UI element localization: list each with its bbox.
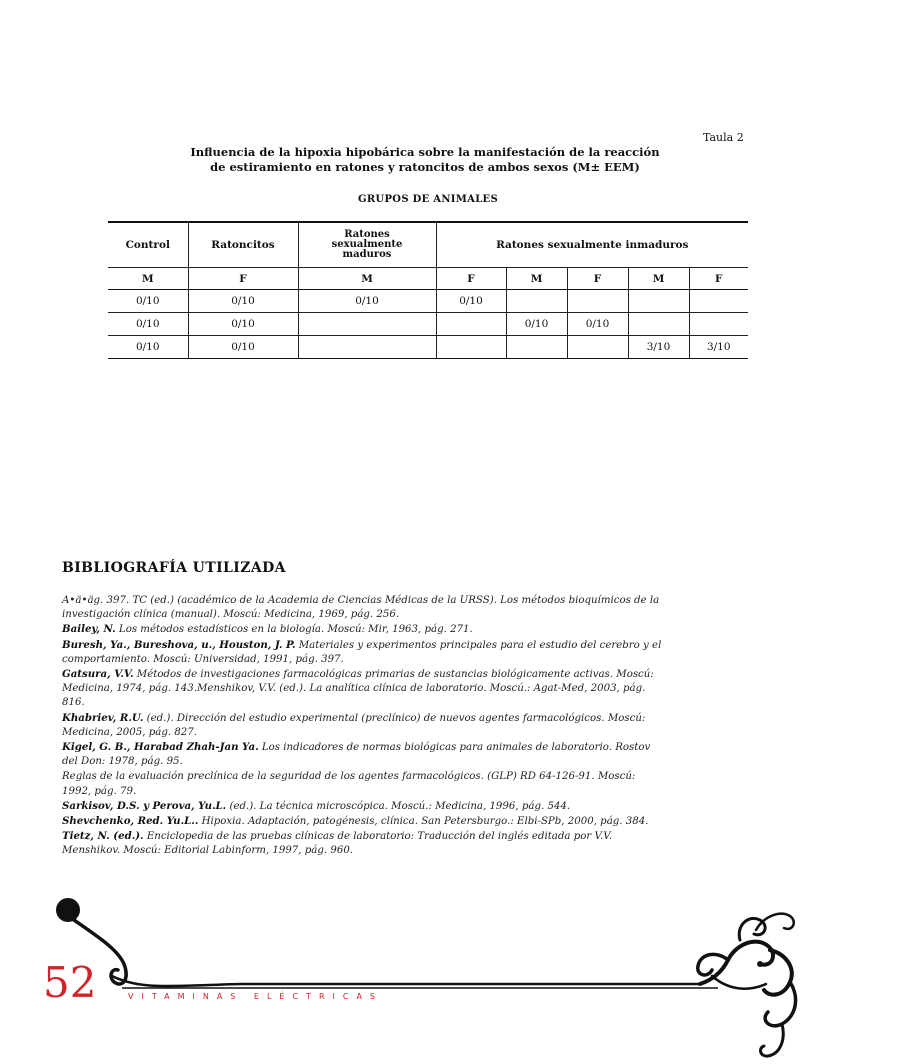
table-cell [628, 290, 689, 313]
table-subheader-row [108, 268, 748, 290]
ornament-knob [56, 898, 80, 922]
table-cell [298, 336, 436, 359]
entry-author: Shevchenko, Red. Yu.L.. [62, 815, 199, 828]
entry-author: Bailey, N. [62, 623, 116, 636]
bibliography-entry [62, 829, 662, 858]
entry-text: (ed.). La técnica microscópica. Moscú.: Medicina, 1996, pág. 544. [226, 800, 571, 812]
table-cell: 0/10 [567, 313, 628, 336]
subheader-cell: M [108, 268, 188, 290]
entry-author: Buresh, Ya., Bureshova, u., Houston, J. P. [62, 638, 296, 651]
table-cell [436, 313, 506, 336]
subheader-cell: F [567, 268, 628, 290]
bibliography-entry [62, 667, 662, 711]
header-ratones-maduros [298, 222, 436, 268]
entry-text: Hipoxia. Adaptación, patogénesis, clínica. San Petersburgo.: Elbi-SPb, 2000, pág. 384. [198, 816, 649, 828]
header-ratones-maduros-line-1: Ratones [344, 229, 390, 240]
entry-text: Los indicadores de normas biológicas para animales de laboratorio. Rostov del Don: 1978, pág. 95. [62, 742, 651, 768]
bibliography-entry [62, 622, 662, 637]
table-cell [628, 313, 689, 336]
subheader-cell: M [628, 268, 689, 290]
table-cell [436, 336, 506, 359]
table-cell: 0/10 [188, 313, 298, 336]
table-cell: 3/10 [689, 336, 748, 359]
table-cell [298, 313, 436, 336]
running-title: VITAMINAS ELÉCTRICAS [128, 992, 384, 1001]
bibliography-entry [62, 769, 662, 798]
table-cell [567, 336, 628, 359]
entry-author: Sarkisov, D.S. y Perova, Yu.L. [62, 799, 227, 812]
entry-text: A•ä•äg. 397. TC (ed.) (académico de la Academia de Ciencias Médicas de la URSS). Los métodos bioquímicos de la investigación clínica (manual). Moscú: Medicina, 1969, pág. 256. [62, 595, 660, 621]
entry-author: Gatsura, V.V. [62, 668, 134, 681]
table-row [108, 336, 748, 359]
entry-text: Métodos de investigaciones farmacológicas primarias de sustancias biológicamente activas. Moscú: Medicina, 1974, pág. 143.Menshikov, V.V. (ed.). La analítica clínica de laboratorio. Moscú.: Agat-Med, 2003, pág. 816. [62, 669, 654, 709]
bibliography-heading: BIBLIOGRAFÍA UTILIZADA [62, 560, 286, 576]
entry-text: Materiales y experimentos principales para el estudio del cerebro y el comportamiento. Moscú: Universidad, 1991, pág. 397. [62, 639, 662, 665]
ornament-right-dot [757, 961, 763, 967]
table-cell [506, 336, 567, 359]
page-number: 52 [43, 958, 97, 1007]
bibliography-entry [62, 799, 662, 814]
table-label: Taula 2 [703, 131, 744, 144]
table-cell: 0/10 [298, 290, 436, 313]
subheader-cell: M [298, 268, 436, 290]
table-cell: 0/10 [506, 313, 567, 336]
table-title-line-1: Influencia de la hipoxia hipobárica sobre la manifestación de la reacción [190, 145, 660, 159]
bibliography-entry [62, 814, 662, 829]
table-cell: 0/10 [108, 313, 188, 336]
bibliography-entry [62, 638, 662, 667]
bibliography-entry [62, 740, 662, 769]
table-row [108, 290, 748, 313]
table-cell: 3/10 [628, 336, 689, 359]
header-ratoncitos: Ratoncitos [188, 222, 298, 268]
ornament-left-swoosh [112, 976, 700, 986]
table-cell [567, 290, 628, 313]
table-cell [689, 290, 748, 313]
entry-author: Khabriev, R.U. [62, 711, 144, 724]
header-ratones-maduros-line-2: sexualmente [331, 239, 403, 250]
header-ratones-inmaduros: Ratones sexualmente inmaduros [436, 222, 748, 268]
entry-text: Los métodos estadísticos en la biología. Moscú: Mir, 1963, pág. 271. [115, 624, 473, 636]
decorative-flourish-ornament [0, 880, 900, 1064]
entry-author: Kigel, G. B., Harabad Zhah-Jan Ya. [62, 741, 259, 754]
ornament-right-flourish [698, 914, 796, 1056]
table-cell [689, 313, 748, 336]
entry-author: Tietz, N. (ed.). [62, 830, 144, 843]
table-cell [506, 290, 567, 313]
header-control: Control [108, 222, 188, 268]
table-cell: 0/10 [188, 290, 298, 313]
data-table [108, 221, 748, 359]
table-caption: GRUPOS DE ANIMALES [358, 194, 498, 205]
bibliography-entry [62, 593, 662, 622]
table-row [108, 313, 748, 336]
subheader-cell: F [689, 268, 748, 290]
table-title [120, 145, 730, 175]
table-title-line-2: de estiramiento en ratones y ratoncitos de ambos sexos (M± EEM) [210, 160, 640, 174]
table-cell: 0/10 [108, 336, 188, 359]
bibliography-entry [62, 711, 662, 740]
table-header-row [108, 222, 748, 268]
subheader-cell: F [188, 268, 298, 290]
entry-text: Reglas de la evaluación preclínica de la seguridad de los agentes farmacológicos. (GLP) RD 64-126-91. Moscú: 1992, pág. 79. [62, 771, 636, 797]
entry-text: (ed.). Dirección del estudio experimental (preclínico) de nuevos agentes farmacológicos. Moscú: Medicina, 2005, pág. 827. [62, 712, 646, 738]
table-cell: 0/10 [108, 290, 188, 313]
table-cell: 0/10 [436, 290, 506, 313]
subheader-cell: M [506, 268, 567, 290]
bibliography-list [62, 593, 662, 859]
table-cell: 0/10 [188, 336, 298, 359]
subheader-cell: F [436, 268, 506, 290]
header-ratones-maduros-line-3: maduros [342, 249, 392, 260]
entry-text: Enciclopedia de las pruebas clínicas de laboratorio: Traducción del inglés editada por V.V. Menshikov. Moscú: Editorial Labinform, 1997, pág. 960. [62, 831, 613, 857]
